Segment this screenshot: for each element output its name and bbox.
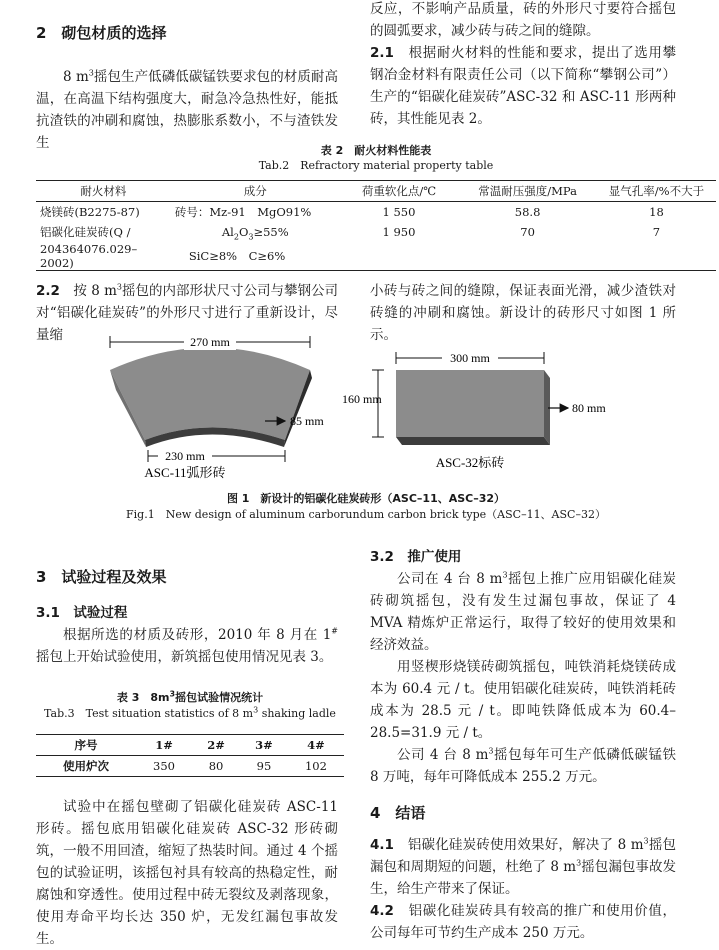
- paragraph-material-requirements: 8 $m^3$摇包生产低磷低碳锰铁要求包的材质耐高温，在高温下结构强度大，耐急冷急热性好，能抵抗渣铁的冲刷和腐蚀，热膨胀系数小，不与渣铁发生: [36, 68, 338, 151]
- paragraph-4-2: 4.2 铝碳化硅炭砖具有较高的推广和使用价值，公司每年可节约生产成本 250 万元。: [370, 903, 677, 941]
- table-3: [36, 734, 344, 777]
- table-2-caption-en: Tab.2 Refractory material property table: [258, 159, 494, 172]
- table-header-row: [36, 735, 344, 756]
- col-header-strength: 常温耐压强度/MPa: [458, 181, 597, 202]
- table-3-caption-cn: 表 3 $8m^3$摇包试验情况统计: [116, 689, 264, 704]
- table-3-caption-en: Tab.3 Test situation statistics of 8 $m^3$ shaking ladle: [44, 705, 336, 720]
- figure-1-caption-cn: 图 1 新设计的铝碳化硅炭砖形（ASC–11、ASC–32）: [226, 492, 506, 505]
- section-3-title: 3 试验过程及效果: [36, 568, 167, 586]
- paragraph-after-table-3: 试验中在摇包壁砌了铝碳化硅炭砖 ASC-11 形砖。摇包底用铝碳化硅炭砖 ASC-32 形砖砌筑，一般不用回渣，缩短了热装时间。通过 4 个摇包的试验证明，该摇包衬具有较高的热稳定性，耐腐蚀和穿透性。使用过程中砖无裂纹及剥落现象，使用寿命平均长达 350 炉，无发红漏包事故发生。: [36, 799, 338, 947]
- paragraph-2-2-left: 2.2 按 8 $m^3$摇包的内部形状尺寸公司与攀钢公司对“铝碳化硅炭砖”的外形尺寸进行了重新设计，尽量缩: [36, 282, 338, 343]
- col-header-porosity: 显气孔率/%不大于: [597, 181, 716, 202]
- paragraph-2-1: 2.1 根据耐火材料的性能和要求，提出了选用攀钢冶金材料有限责任公司（以下简称“攀钢公司”）生产的“铝碳化硅炭砖”ASC-32 和 ASC-11 形两种砖，其性能见表 2。: [370, 45, 677, 127]
- table-2-caption-cn: 表 2 耐火材料性能表: [320, 144, 432, 157]
- section-4-title: 4 结语: [370, 804, 426, 822]
- col-header-material: 耐火材料: [36, 181, 171, 202]
- col-header-2: 2#: [192, 735, 240, 756]
- right-top-column: [370, 0, 676, 130]
- asc11-arc-brick-drawing: [110, 348, 312, 448]
- cell-material: 铝碳化硅炭砖(Q /: [40, 225, 131, 239]
- cell-softening: 1 550: [382, 205, 416, 219]
- cell-softening: 1 950: [382, 225, 416, 239]
- cell-composition: 砖号：Mz-91 MgO91%: [174, 205, 312, 219]
- asc32-standard-brick-drawing: [396, 370, 550, 445]
- dim-270-label: 270 mm: [190, 335, 230, 349]
- table-row: [36, 202, 716, 223]
- cell-porosity: 7: [652, 225, 661, 239]
- col-header-softening: 荷重软化点/℃: [340, 181, 459, 202]
- paragraph-2-2-right: 小砖与砖之间的缝隙，保证表面光滑，减少渣铁对砖缝的冲刷和腐蚀。新设计的砖形尺寸如图 1 所示。: [370, 283, 676, 343]
- paragraph-4-1: 4.1 铝碳化硅炭砖使用效果好，解决了 8 $m^3$摇包漏包和周期短的问题，杜绝了 8 $m^3$摇包漏包事故发生，给生产带来了保证。: [370, 836, 677, 897]
- cell-value: 102: [288, 756, 344, 777]
- row-label: 使用炉次: [36, 756, 136, 777]
- asc11-label: ASC-11弧形砖: [144, 465, 226, 480]
- paragraph-3-1: 根据所选的材质及砖形，2010 年 8 月在 1#摇包上开始试验使用，新筑摇包使用情况见表 3。: [36, 626, 338, 665]
- paragraph-3-2-b: 用竖楔形烧镁砖砌筑摇包，吨铁消耗烧镁砖成本为 60.4 元 / t。使用铝碳化硅炭砖，吨铁消耗砖成本为 28.5 元 / t。即吨铁降低成本为 60.4–28.5=31.9 元 / t。: [370, 659, 676, 741]
- cell-value: 350: [136, 756, 192, 777]
- col-header-1: 1#: [136, 735, 192, 756]
- paragraph-continuation: 反应，不影响产品质量，砖的外形尺寸要符合摇包的圆弧要求，减少砖与砖之间的缝隙。: [370, 1, 676, 39]
- cell-composition: SiC≥8% C≥6%: [171, 242, 340, 271]
- cell-material: 204364076.029–2002): [36, 242, 171, 271]
- section-3-column: [36, 566, 338, 668]
- dim-230-label: 230 mm: [165, 449, 205, 463]
- table-row: [36, 756, 344, 777]
- paragraph-3-2-a: 公司在 4 台 8 $m^3$摇包上推广应用铝碳化硅炭砖砌筑摇包，没有发生过漏包事故，保证了 4 MVA 精炼炉正常运行，取得了较好的使用效果和经济效益。: [370, 570, 676, 653]
- paragraph-3-2-c: 公司 4 台 8 $m^3$摇包每年可生产低磷低碳锰铁 8 万吨，每年可降低成本 255.2 万元。: [370, 746, 677, 785]
- section-3-2-column: [370, 546, 676, 944]
- cell-value: 80: [192, 756, 240, 777]
- section-3-1-title: 3.1 试验过程: [36, 605, 128, 621]
- figure-1-bricks: [60, 330, 660, 480]
- dim-85-label: 85 mm: [290, 414, 324, 428]
- table-row: [36, 242, 716, 271]
- dim-300-label: 300 mm: [450, 351, 490, 365]
- col-header-4: 4#: [288, 735, 344, 756]
- cell-composition: $Al_2O_3\ge 55\%$: [221, 225, 289, 242]
- table-row: [36, 222, 716, 242]
- asc32-label: ASC-32标砖: [435, 455, 505, 470]
- table-header-row: [36, 181, 716, 202]
- cell-porosity: 18: [649, 205, 664, 219]
- table-2: [36, 180, 716, 271]
- cell-material: 烧镁砖(B2275-87): [40, 205, 140, 219]
- cell-strength: 70: [520, 225, 535, 239]
- section-2-title: 2 砌包材质的选择: [36, 24, 167, 42]
- left-top-column: [36, 22, 338, 154]
- dim-160-label: 160 mm: [342, 392, 382, 406]
- cell-value: 95: [240, 756, 288, 777]
- section-3-2-title: 3.2 推广使用: [370, 549, 462, 565]
- col-header-composition: 成分: [171, 181, 340, 202]
- col-header-3: 3#: [240, 735, 288, 756]
- col-header-index: 序号: [36, 735, 136, 756]
- cell-strength: 58.8: [514, 205, 541, 219]
- figure-1-caption-en: Fig.1 New design of aluminum carborundum carbon brick type（ASC–11、ASC–32）: [126, 508, 606, 521]
- dim-80-label: 80 mm: [572, 401, 606, 415]
